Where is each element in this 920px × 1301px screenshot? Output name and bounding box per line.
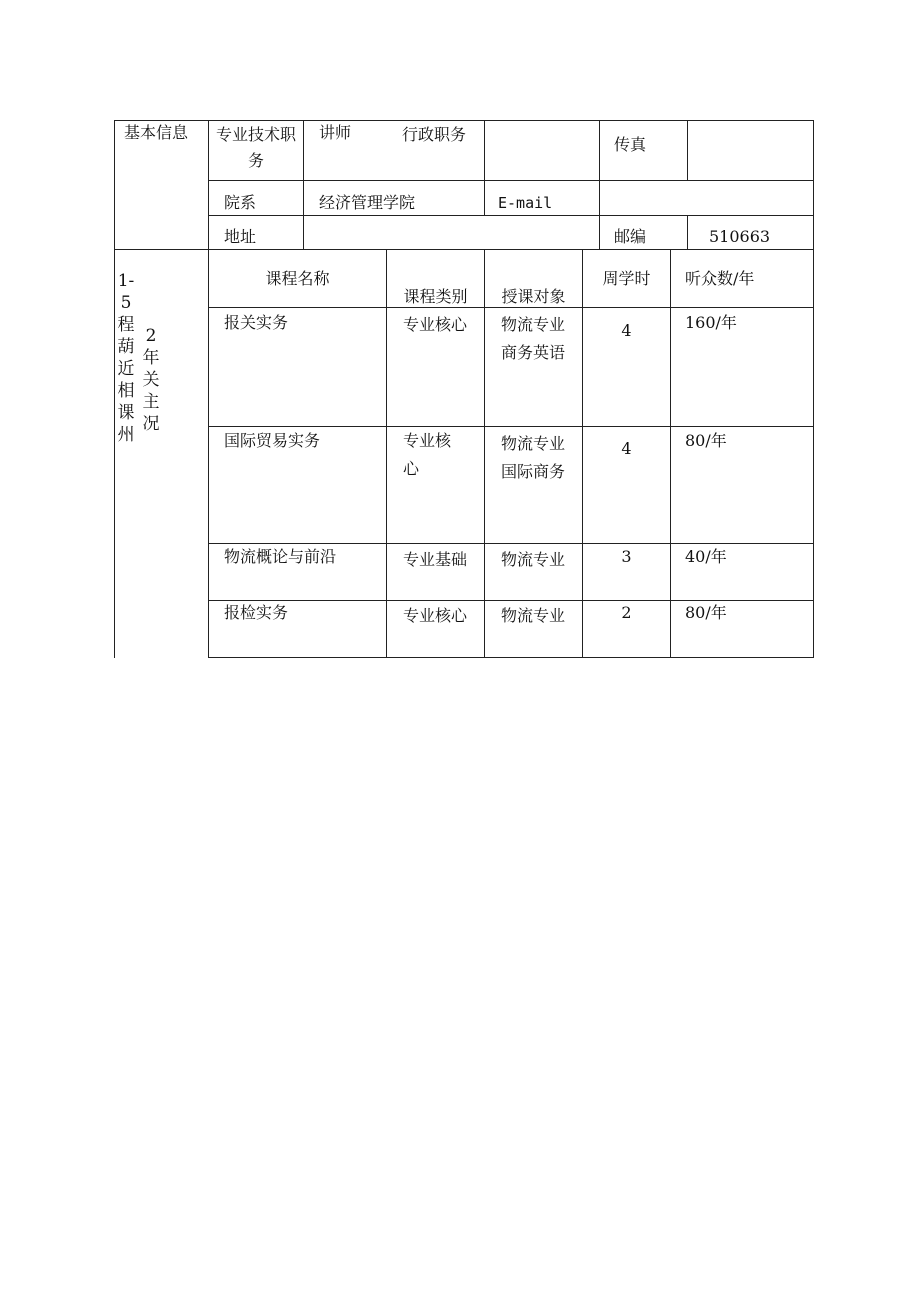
course-audience-line2: 国际商务 [501,462,566,481]
header-listeners: 听众数/年 [685,269,755,288]
course-hours: 4 [621,439,632,458]
courses-section-label-col1: 1-5程葫近相课州 [117,271,135,445]
postcode-value: 510663 [709,227,771,246]
course-type: 专业核心 [403,315,468,334]
course-audience-line2: 商务英语 [501,343,566,362]
header-weekly-hours: 周学时 [602,269,651,288]
course-name: 物流概论与前沿 [224,547,337,566]
table-rule [687,120,688,181]
course-listeners: 80/年 [685,603,727,622]
course-listeners: 40/年 [685,547,727,566]
course-type: 专业基础 [403,550,468,569]
courses-section-label-col2: 2年关主况 [142,326,160,434]
table-rule [599,120,600,250]
course-hours: 3 [621,547,632,566]
course-type: 专业核心 [403,606,468,625]
table-rule [670,249,671,658]
fax-label: 传真 [614,135,647,154]
course-audience: 物流专业 [501,434,566,453]
table-border-bottom [208,657,814,658]
course-audience: 物流专业 [501,550,566,569]
header-audience: 授课对象 [501,287,566,306]
admin-label: 行政职务 [401,125,466,144]
table-rule [484,249,485,658]
table-rule [208,180,814,181]
table-rule [303,120,304,250]
email-label: E-mail [498,194,553,212]
table-border-top [114,120,814,121]
header-course-name: 课程名称 [265,269,330,288]
dept-label: 院系 [224,193,257,212]
dept-value: 经济管理学院 [319,193,416,212]
table-rule [208,426,814,427]
course-hours: 4 [621,321,632,340]
course-hours: 2 [621,603,632,622]
course-name: 国际贸易实务 [224,431,321,450]
table-rule [386,249,387,658]
postcode-label: 邮编 [614,227,647,246]
course-name: 报检实务 [224,603,289,622]
title-label: 专业技术职务 [215,125,296,170]
basic-info-section-label: 基本信息 [124,123,189,142]
title-value: 讲师 [319,123,352,142]
header-course-type: 课程类别 [403,287,468,306]
course-audience: 物流专业 [501,315,566,334]
course-audience: 物流专业 [501,606,566,625]
course-listeners: 80/年 [685,431,727,450]
table-border-right [813,120,814,658]
table-rule [208,120,209,658]
course-type-line2: 心 [403,459,420,478]
course-listeners: 160/年 [685,313,737,332]
table-rule [687,215,688,250]
course-name: 报关实务 [224,313,289,332]
address-label: 地址 [224,227,257,246]
course-type: 专业核 [403,431,452,450]
table-rule [484,120,485,215]
